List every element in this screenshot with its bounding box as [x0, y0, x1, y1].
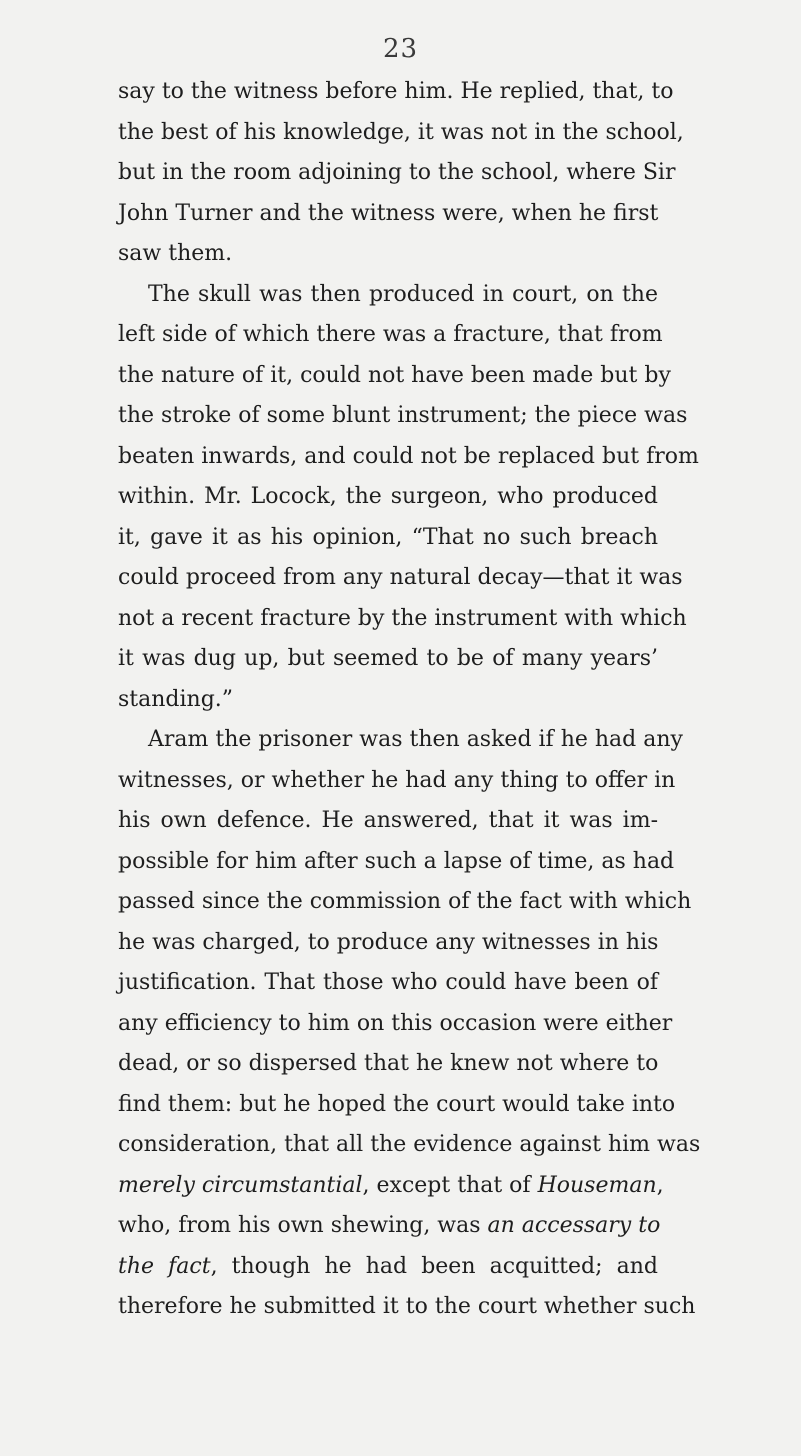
- text-run: , though he had been acquitted; and: [210, 1253, 658, 1279]
- text-line: [118, 1206, 661, 1247]
- text-line: witnesses, or whether he had any thing to offer in: [118, 767, 676, 793]
- text-line: possible for him after such a lapse of time, as had: [118, 848, 675, 874]
- text-line: passed since the commission of the fact with which: [118, 889, 692, 914]
- text-line: any efficiency to him on this occasion were either: [118, 1010, 673, 1036]
- text-run: who, from his own shewing, was: [118, 1213, 488, 1238]
- text-line: dead, or so dispersed that he knew not where to: [118, 1051, 659, 1076]
- text-line: standing.”: [118, 686, 234, 712]
- text-line: The skull was then produced in court, on the: [148, 281, 658, 307]
- text-line: it, gave it as his opinion, “That no such breach: [118, 524, 658, 550]
- text-line: John Turner and the witness were, when he first: [118, 200, 659, 226]
- text-line: justification. That those who could have been of: [118, 970, 658, 995]
- text-line: find them: but he hoped the court would take into: [118, 1091, 676, 1117]
- page-number: 23: [382, 34, 419, 64]
- text-line: the best of his knowledge, it was not in the school,: [118, 119, 684, 145]
- body-text: [118, 72, 701, 1328]
- text-line: it was dug up, but seemed to be of many years’: [118, 646, 658, 671]
- text-line: within. Mr. Locock, the surgeon, who produced: [118, 484, 658, 509]
- italic-phrase: merely circumstantial: [118, 1172, 363, 1198]
- text-line: say to the witness before him. He replied, that, to: [118, 79, 674, 104]
- text-line: left side of which there was a fracture, that from: [118, 322, 663, 347]
- text-line: beaten inwards, and could not be replaced but from: [118, 443, 699, 469]
- text-line: Aram the prisoner was then asked if he had any: [148, 727, 683, 752]
- italic-phrase: an accessary to: [487, 1213, 661, 1238]
- text-line: consideration, that all the evidence against him was: [118, 1132, 701, 1157]
- text-line: his own defence. He answered, that it was im-: [118, 808, 658, 833]
- text-line: [118, 1166, 664, 1207]
- text-line: the stroke of some blunt instrument; the piece was: [118, 403, 688, 428]
- text-line: [118, 1247, 658, 1288]
- text-line: the nature of it, could not have been made but by: [118, 362, 671, 388]
- italic-phrase: the fact: [118, 1253, 211, 1279]
- text-line: could proceed from any natural decay—that it was: [118, 565, 683, 590]
- text-line: saw them.: [118, 241, 233, 266]
- text-run: , except that of: [362, 1172, 538, 1198]
- italic-phrase: Houseman: [537, 1172, 657, 1198]
- text-run: ,: [656, 1172, 664, 1198]
- text-line: not a recent fracture by the instrument with which: [118, 605, 687, 631]
- text-line: he was charged, to produce any witnesses in his: [118, 929, 659, 955]
- text-line: but in the room adjoining to the school, where Sir: [118, 160, 676, 185]
- text-line: therefore he submitted it to the court whether such: [118, 1294, 696, 1319]
